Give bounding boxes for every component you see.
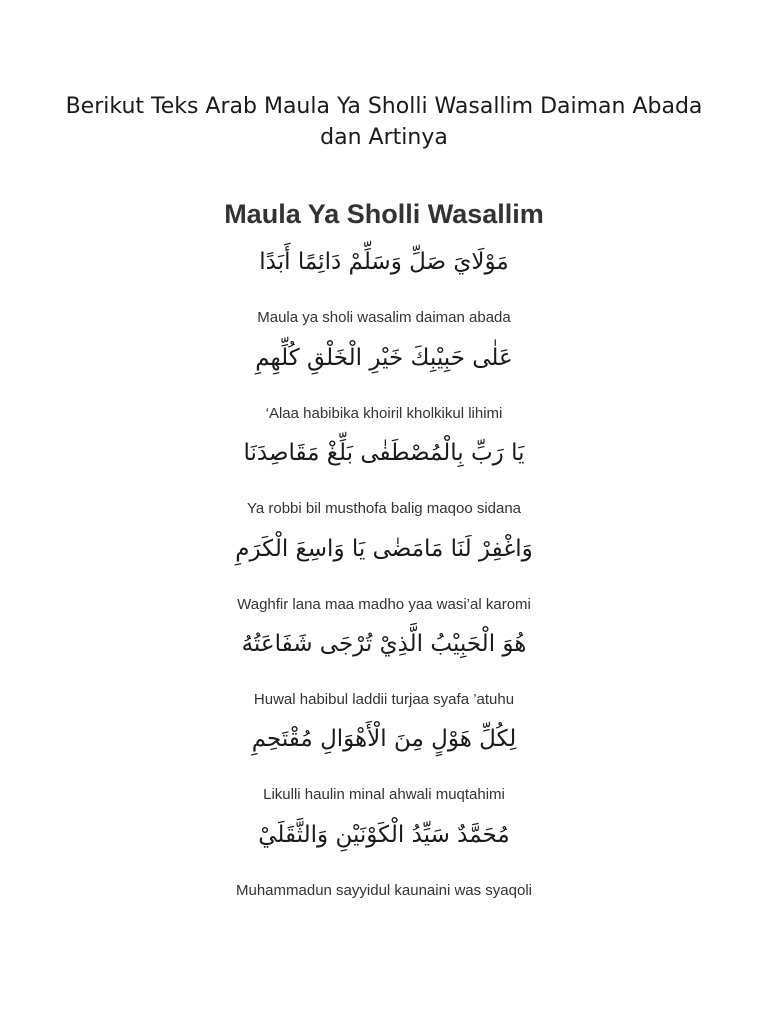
- verse-transliteration: Ya robbi bil musthofa balig maqoo sidana: [246, 500, 522, 517]
- verse-arabic-text: وَاغْفِرْ لَنَا مَامَضٰى يَا وَاسِعَ الْكَرَمِ: [235, 536, 533, 562]
- verse: [0, 433, 768, 519]
- verse-arabic-text: مُحَمَّدٌ سَيِّدُ الْكَوْنَيْنِ وَالثَّقَلَيْ: [258, 822, 510, 848]
- verse-arabic-text: لِكُلِّ هَوْلٍ مِنَ الْأَهْوَالِ مُقْتَحِمِ: [251, 726, 517, 752]
- verse-arabic-text: مَوْلَايَ صَلِّ وَسَلِّمْ دَائِمًا أَبَدًا: [259, 249, 509, 275]
- verse-arabic-text: هُوَ الْحَبِيْبُ الَّذِيْ تُرْجَى شَفَاعَتُهُ: [241, 631, 527, 657]
- verse: [0, 529, 768, 615]
- verse: [0, 242, 768, 328]
- verse-transliteration: Maula ya sholi wasalim daiman abada: [257, 309, 511, 326]
- section-heading: Maula Ya Sholli Wasallim: [224, 199, 544, 229]
- verse-transliteration: Huwal habibul laddii turjaa syafa ’atuhu: [253, 691, 515, 708]
- document-title: Berikut Teks Arab Maula Ya Sholli Wasallim Daiman Abada dan Artinya: [65, 94, 703, 150]
- verse: [0, 719, 768, 805]
- verse-transliteration: Muhammadun sayyidul kaunaini was syaqoli: [236, 882, 532, 899]
- verse: [0, 624, 768, 710]
- verse-transliteration: ‘Alaa habibika khoiril kholkikul lihimi: [265, 405, 503, 422]
- verse: [0, 815, 768, 901]
- verse-arabic-text: يَا رَبِّ بِالْمُصْطَفٰى بَلِّغْ مَقَاصِدَنَا: [243, 440, 525, 466]
- verse: [0, 338, 768, 424]
- verse-arabic-text: عَلٰى حَبِيْبِكَ خَيْرِ الْخَلْقِ كُلِّهِمِ: [255, 345, 513, 371]
- verse-transliteration: Likulli haulin minal ahwali muqtahimi: [263, 786, 505, 803]
- verse-transliteration: Waghfir lana maa madho yaa wasi’al karomi: [237, 596, 531, 613]
